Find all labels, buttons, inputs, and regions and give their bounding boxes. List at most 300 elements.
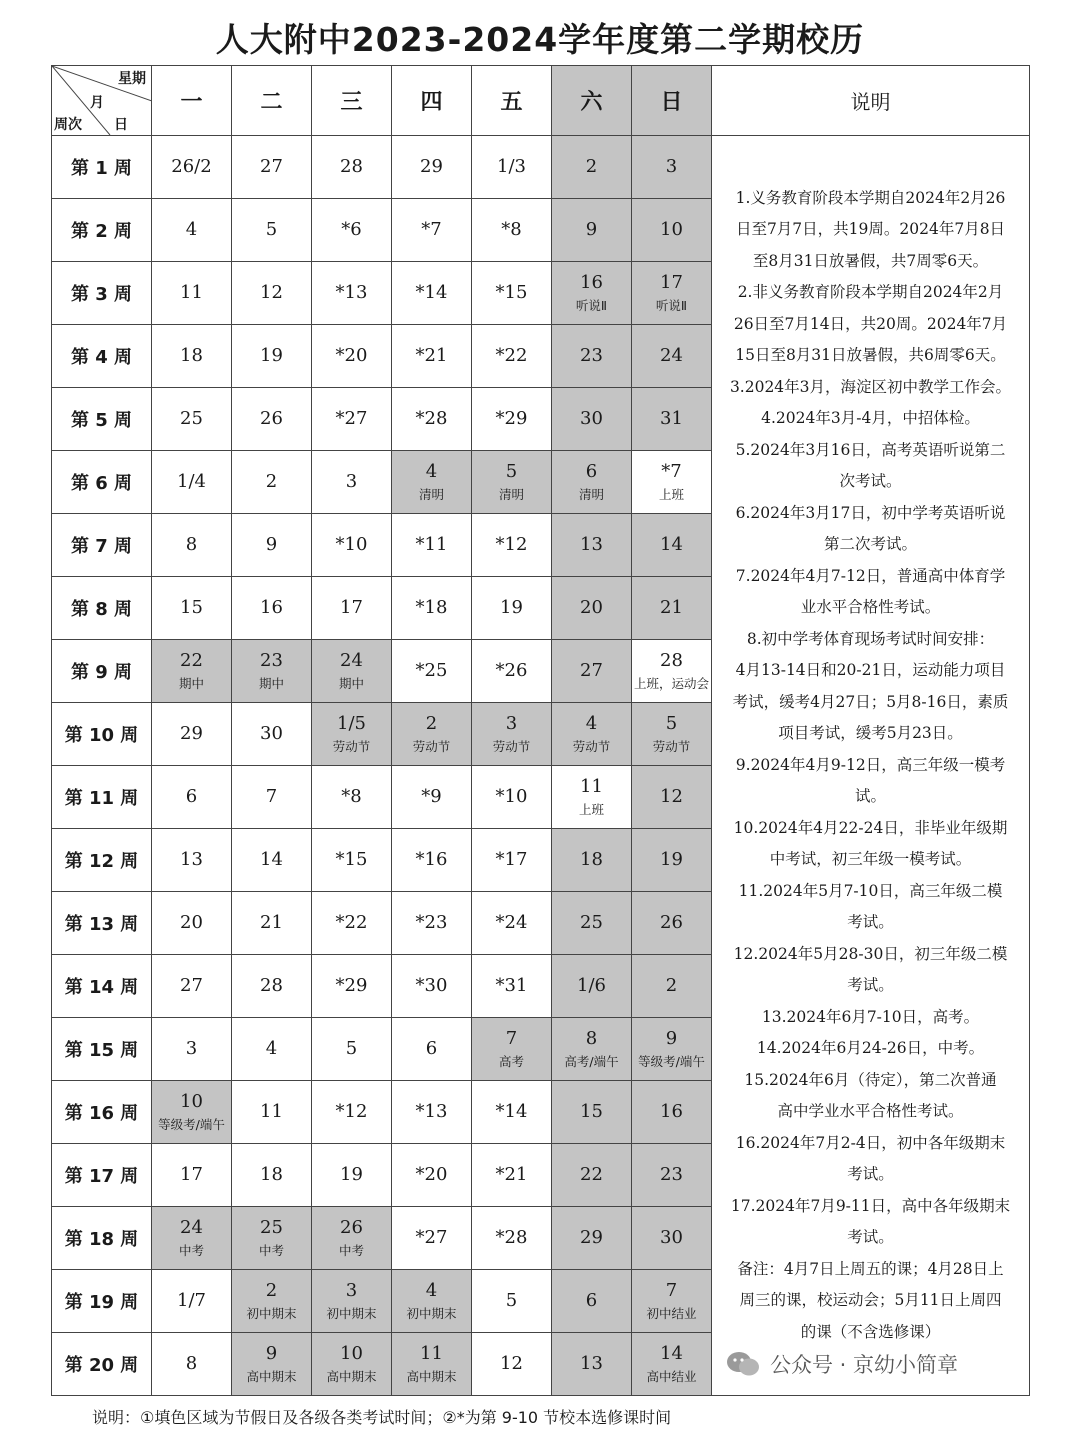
week-row xyxy=(52,136,1030,199)
day-number: 17 xyxy=(660,271,683,293)
day-number: 3 xyxy=(345,471,358,492)
day-number: 2 xyxy=(585,156,598,177)
day-number: 8 xyxy=(185,534,198,555)
day-cell xyxy=(472,640,552,703)
day-cell xyxy=(312,1081,392,1144)
day-cell xyxy=(392,703,472,766)
week-label: 第 4 周 xyxy=(52,325,152,388)
day-cell xyxy=(312,829,392,892)
day-number: *29 xyxy=(495,408,528,429)
note-line: 15日至8月31日放暑假，共6周零6天。 xyxy=(735,346,1006,365)
day-event-label: 劳动节 xyxy=(412,738,451,754)
day-number: 29 xyxy=(420,156,443,177)
day-cell xyxy=(472,199,552,262)
day-cell xyxy=(632,325,712,388)
day-cell xyxy=(232,703,312,766)
day-number: *7 xyxy=(421,219,442,240)
day-cell xyxy=(312,1144,392,1207)
day-number: 27 xyxy=(180,975,203,996)
day-cell xyxy=(312,766,392,829)
note-line: 7.2024年4月7-12日，普通高中体育学 xyxy=(735,566,1006,585)
day-cell xyxy=(232,1270,312,1333)
day-cell xyxy=(392,766,472,829)
day-number: 20 xyxy=(180,912,203,933)
week-label: 第 14 周 xyxy=(52,955,152,1018)
day-number: 28 xyxy=(260,975,283,996)
day-cell xyxy=(392,136,472,199)
day-cell xyxy=(392,1333,472,1396)
day-number: 22 xyxy=(180,649,203,671)
day-number: 1/5 xyxy=(337,712,366,734)
day-number: 21 xyxy=(260,912,283,933)
day-cell xyxy=(552,262,632,325)
note-line: 的课（不含选修课） xyxy=(800,1322,941,1341)
day-event-label: 高中期末 xyxy=(326,1368,377,1384)
day-cell xyxy=(152,1270,232,1333)
day-number: 4 xyxy=(425,1279,438,1301)
day-cell xyxy=(312,199,392,262)
day-event-label: 高考 xyxy=(498,1053,524,1069)
note-line: 高中学业水平合格性考试。 xyxy=(777,1102,964,1121)
day-number: 4 xyxy=(425,460,438,482)
day-number: 9 xyxy=(665,1027,678,1049)
day-number: *17 xyxy=(495,849,528,870)
day-number: 25 xyxy=(580,912,603,933)
day-cell xyxy=(232,1333,312,1396)
day-number: 5 xyxy=(345,1038,358,1059)
day-number: 6 xyxy=(185,786,198,807)
day-cell xyxy=(632,451,712,514)
day-number: 16 xyxy=(260,597,283,618)
day-cell xyxy=(392,955,472,1018)
day-cell xyxy=(312,1018,392,1081)
day-event-label: 清明 xyxy=(578,486,604,502)
day-number: 25 xyxy=(260,1216,283,1238)
day-number: 3 xyxy=(345,1279,358,1301)
day-number: 15 xyxy=(180,597,203,618)
day-cell xyxy=(552,1081,632,1144)
day-cell xyxy=(232,136,312,199)
note-line: 2.非义务教育阶段本学期自2024年2月 xyxy=(737,283,1004,302)
day-cell xyxy=(552,1270,632,1333)
note-line: 13.2024年6月7-10日，高考。 xyxy=(761,1007,980,1026)
day-cell xyxy=(392,388,472,451)
day-cell xyxy=(472,1018,552,1081)
day-number: 12 xyxy=(500,1353,523,1374)
day-cell xyxy=(152,451,232,514)
watermark xyxy=(726,1349,958,1379)
day-number: *24 xyxy=(495,912,528,933)
note-line: 次考试。 xyxy=(839,472,902,491)
day-header-sun: 日 xyxy=(632,66,712,136)
day-cell xyxy=(552,451,632,514)
day-number: 5 xyxy=(665,712,678,734)
day-number: *27 xyxy=(415,1227,448,1248)
day-number: 2 xyxy=(425,712,438,734)
day-cell xyxy=(152,1333,232,1396)
day-cell xyxy=(152,892,232,955)
note-line: 备注：4月7日上周五的课；4月28日上 xyxy=(737,1259,1004,1278)
page-title: 人大附中2023-2024学年度第二学期校历 xyxy=(215,20,865,59)
day-number: 9 xyxy=(265,534,278,555)
day-number: 30 xyxy=(660,1227,683,1248)
day-cell xyxy=(472,766,552,829)
week-label: 第 8 周 xyxy=(52,577,152,640)
day-cell xyxy=(472,136,552,199)
day-number: *28 xyxy=(495,1227,528,1248)
note-line: 16.2024年7月2-4日，初中各年级期末 xyxy=(735,1133,1006,1152)
day-number: 12 xyxy=(260,282,283,303)
week-label: 第 2 周 xyxy=(52,199,152,262)
day-cell xyxy=(152,1207,232,1270)
day-cell xyxy=(312,640,392,703)
day-cell xyxy=(632,1018,712,1081)
day-cell xyxy=(232,262,312,325)
note-line: 4月13-14日和20-21日，运动能力项目 xyxy=(735,661,1006,680)
day-number: 29 xyxy=(180,723,203,744)
day-number: *16 xyxy=(415,849,448,870)
day-cell xyxy=(312,1333,392,1396)
note-line: 5.2024年3月16日，高考英语听说第二 xyxy=(735,440,1006,459)
day-event-label: 高中期末 xyxy=(406,1368,457,1384)
day-number: 30 xyxy=(260,723,283,744)
day-event-label: 上班，运动会 xyxy=(633,675,709,691)
watermark-text: 公众号 · 京幼小简章 xyxy=(770,1353,959,1377)
day-header-sat: 六 xyxy=(552,66,632,136)
day-number: 14 xyxy=(660,1342,683,1364)
day-cell xyxy=(232,514,312,577)
day-cell xyxy=(392,1270,472,1333)
day-cell xyxy=(632,388,712,451)
day-number: *6 xyxy=(341,219,362,240)
day-number: *23 xyxy=(415,912,448,933)
day-event-label: 初中期末 xyxy=(246,1305,297,1321)
day-number: *27 xyxy=(335,408,368,429)
day-cell xyxy=(552,514,632,577)
day-cell xyxy=(632,1270,712,1333)
day-number: 11 xyxy=(180,282,203,303)
day-cell xyxy=(552,325,632,388)
week-label: 第 18 周 xyxy=(52,1207,152,1270)
note-line: 业水平合格性考试。 xyxy=(800,598,941,617)
note-line: 考试。 xyxy=(847,913,894,932)
note-line: 第二次考试。 xyxy=(823,535,917,554)
day-cell xyxy=(312,703,392,766)
day-number: 3 xyxy=(505,712,518,734)
day-number: 1/4 xyxy=(177,471,206,492)
day-number: 6 xyxy=(425,1038,438,1059)
day-number: 18 xyxy=(260,1164,283,1185)
corner-day-label: 日 xyxy=(114,117,128,133)
day-cell xyxy=(632,892,712,955)
day-number: 11 xyxy=(260,1101,283,1122)
wechat-icon xyxy=(726,1350,760,1378)
day-cell xyxy=(312,1207,392,1270)
note-line: 14.2024年6月24-26日，中考。 xyxy=(756,1039,985,1058)
day-event-label: 中考 xyxy=(258,1242,284,1258)
day-number: 2 xyxy=(265,471,278,492)
note-line: 1.义务教育阶段本学期自2024年2月26 xyxy=(735,188,1006,207)
day-number: *10 xyxy=(335,534,368,555)
calendar-table xyxy=(51,65,1030,1396)
week-label: 第 5 周 xyxy=(52,388,152,451)
day-cell xyxy=(472,703,552,766)
day-cell xyxy=(232,388,312,451)
day-number: 22 xyxy=(580,1164,603,1185)
day-event-label: 上班 xyxy=(658,486,684,502)
day-cell xyxy=(152,1018,232,1081)
day-cell xyxy=(472,1333,552,1396)
day-number: *12 xyxy=(495,534,528,555)
week-label: 第 1 周 xyxy=(52,136,152,199)
day-number: 13 xyxy=(580,534,603,555)
day-cell xyxy=(632,1081,712,1144)
day-number: 28 xyxy=(340,156,363,177)
day-cell xyxy=(632,1207,712,1270)
day-cell xyxy=(472,577,552,640)
note-line: 15.2024年6月（待定），第二次普通 xyxy=(744,1070,997,1089)
day-cell xyxy=(392,640,472,703)
day-cell xyxy=(392,892,472,955)
day-cell xyxy=(152,136,232,199)
note-line: 项目考试，缓考5月23日。 xyxy=(778,724,963,743)
day-cell xyxy=(392,325,472,388)
day-cell xyxy=(152,955,232,1018)
note-line: 11.2024年5月7-10日，高三年级二模 xyxy=(738,881,1003,900)
note-line: 至8月31日放暑假，共7周零6天。 xyxy=(752,251,989,270)
notes-header: 说明 xyxy=(712,66,1030,136)
day-number: *21 xyxy=(415,345,448,366)
note-line: 17.2024年7月9-11日，高中各年级期末 xyxy=(730,1196,1011,1215)
day-number: 5 xyxy=(505,460,518,482)
day-number: 1/6 xyxy=(577,975,606,996)
day-cell xyxy=(632,1333,712,1396)
day-cell xyxy=(232,325,312,388)
day-cell xyxy=(472,262,552,325)
day-number: *12 xyxy=(335,1101,368,1122)
day-cell xyxy=(552,955,632,1018)
day-cell xyxy=(392,514,472,577)
day-cell xyxy=(152,1081,232,1144)
day-number: *8 xyxy=(341,786,362,807)
day-number: 4 xyxy=(585,712,598,734)
day-number: 26 xyxy=(260,408,283,429)
day-cell xyxy=(472,1270,552,1333)
day-cell xyxy=(552,136,632,199)
day-cell xyxy=(552,388,632,451)
day-number: 27 xyxy=(260,156,283,177)
day-number: 2 xyxy=(265,1279,278,1301)
day-cell xyxy=(632,199,712,262)
week-label: 第 7 周 xyxy=(52,514,152,577)
day-number: 5 xyxy=(265,219,278,240)
day-cell xyxy=(552,892,632,955)
day-number: 23 xyxy=(660,1164,683,1185)
day-header-tue: 二 xyxy=(232,66,312,136)
day-number: 10 xyxy=(180,1090,203,1112)
note-line: 8.初中学考体育现场考试时间安排： xyxy=(746,629,995,648)
day-number: 20 xyxy=(580,597,603,618)
day-event-label: 中考 xyxy=(178,1242,204,1258)
footer-legend: 说明：①填色区域为节假日及各级各类考试时间；②*为第 9-10 节校本选修课时间 xyxy=(92,1408,672,1427)
notes-list xyxy=(712,183,1029,1349)
day-cell xyxy=(232,1081,312,1144)
corner-week-label: 周次 xyxy=(54,117,82,133)
day-cell xyxy=(552,1333,632,1396)
day-cell xyxy=(472,892,552,955)
day-cell xyxy=(392,829,472,892)
week-label: 第 16 周 xyxy=(52,1081,152,1144)
day-cell xyxy=(472,955,552,1018)
day-number: 10 xyxy=(660,219,683,240)
day-event-label: 等级考/端午 xyxy=(638,1053,705,1069)
day-cell xyxy=(632,577,712,640)
day-cell xyxy=(552,829,632,892)
day-number: 9 xyxy=(585,219,598,240)
day-cell xyxy=(232,1207,312,1270)
day-event-label: 清明 xyxy=(498,486,524,502)
day-number: 28 xyxy=(660,649,683,671)
day-number: 13 xyxy=(580,1353,603,1374)
day-number: 8 xyxy=(185,1353,198,1374)
note-line: 中考试，初三年级一模考试。 xyxy=(769,850,972,869)
day-number: 27 xyxy=(580,660,603,681)
day-cell xyxy=(632,514,712,577)
note-line: 26日至7月14日，共20周。2024年7月 xyxy=(733,314,1008,333)
day-number: 10 xyxy=(340,1342,363,1364)
day-cell xyxy=(232,451,312,514)
day-cell xyxy=(312,955,392,1018)
day-event-label: 高考/端午 xyxy=(564,1053,619,1069)
note-line: 考试。 xyxy=(847,976,894,995)
day-number: 19 xyxy=(260,345,283,366)
note-line: 4.2024年3月-4月，中招体检。 xyxy=(761,409,980,428)
day-cell xyxy=(552,1018,632,1081)
day-number: *14 xyxy=(495,1101,528,1122)
day-number: 18 xyxy=(580,849,603,870)
day-number: 1/3 xyxy=(497,156,526,177)
day-number: 6 xyxy=(585,1290,598,1311)
day-number: *15 xyxy=(335,849,368,870)
week-label: 第 11 周 xyxy=(52,766,152,829)
day-event-label: 初中结业 xyxy=(646,1305,697,1321)
day-cell xyxy=(472,1081,552,1144)
day-number: 19 xyxy=(500,597,523,618)
day-cell xyxy=(632,766,712,829)
week-label: 第 10 周 xyxy=(52,703,152,766)
day-number: 7 xyxy=(265,786,278,807)
day-cell xyxy=(472,514,552,577)
day-cell xyxy=(472,451,552,514)
day-number: *7 xyxy=(661,460,682,482)
day-header-mon: 一 xyxy=(152,66,232,136)
day-cell xyxy=(312,451,392,514)
day-number: 7 xyxy=(665,1279,678,1301)
day-cell xyxy=(232,640,312,703)
day-event-label: 初中期末 xyxy=(406,1305,457,1321)
day-number: 2 xyxy=(665,975,678,996)
header-row xyxy=(52,66,1030,136)
day-cell xyxy=(312,262,392,325)
day-number: *28 xyxy=(415,408,448,429)
day-cell xyxy=(632,262,712,325)
day-cell xyxy=(232,766,312,829)
day-number: 26 xyxy=(340,1216,363,1238)
day-number: 23 xyxy=(260,649,283,671)
day-cell xyxy=(312,577,392,640)
day-number: 24 xyxy=(340,649,363,671)
day-cell xyxy=(152,514,232,577)
day-cell xyxy=(312,136,392,199)
day-number: *25 xyxy=(415,660,448,681)
day-number: 4 xyxy=(265,1038,278,1059)
day-number: 17 xyxy=(340,597,363,618)
day-cell xyxy=(392,1081,472,1144)
day-number: *31 xyxy=(495,975,528,996)
note-line: 9.2024年4月9-12日，高三年级一模考 xyxy=(735,755,1006,774)
day-number: *22 xyxy=(495,345,528,366)
day-number: 29 xyxy=(580,1227,603,1248)
note-line: 日至7月7日，共19周。2024年7月8日 xyxy=(735,220,1006,239)
day-event-label: 劳动节 xyxy=(572,738,611,754)
day-number: *26 xyxy=(495,660,528,681)
day-cell xyxy=(232,1144,312,1207)
day-number: 6 xyxy=(585,460,598,482)
day-number: *13 xyxy=(335,282,368,303)
day-event-label: 初中期末 xyxy=(326,1305,377,1321)
week-label: 第 20 周 xyxy=(52,1333,152,1396)
day-cell xyxy=(552,199,632,262)
note-line: 6.2024年3月17日，初中学考英语听说 xyxy=(735,503,1006,522)
day-number: 15 xyxy=(580,1101,603,1122)
day-number: *30 xyxy=(415,975,448,996)
corner-weekday-label: 星期 xyxy=(118,71,146,87)
week-label: 第 9 周 xyxy=(52,640,152,703)
day-cell xyxy=(152,829,232,892)
day-number: 25 xyxy=(180,408,203,429)
day-event-label: 期中 xyxy=(338,675,364,691)
day-cell xyxy=(552,1144,632,1207)
day-event-label: 听说Ⅱ xyxy=(575,297,608,313)
day-cell xyxy=(312,1270,392,1333)
day-event-label: 高中结业 xyxy=(646,1368,697,1384)
day-number: 24 xyxy=(660,345,683,366)
day-number: 13 xyxy=(180,849,203,870)
day-number: *10 xyxy=(495,786,528,807)
day-number: *22 xyxy=(335,912,368,933)
day-event-label: 高中期末 xyxy=(246,1368,297,1384)
day-cell xyxy=(152,325,232,388)
day-cell xyxy=(392,451,472,514)
day-cell xyxy=(232,577,312,640)
day-event-label: 听说Ⅱ xyxy=(655,297,688,313)
day-cell xyxy=(232,955,312,1018)
day-cell xyxy=(152,388,232,451)
day-cell xyxy=(232,892,312,955)
day-header-wed: 三 xyxy=(312,66,392,136)
day-number: 11 xyxy=(420,1342,443,1364)
day-cell xyxy=(632,136,712,199)
corner-month-label: 月 xyxy=(90,95,104,111)
day-cell xyxy=(552,577,632,640)
day-number: 16 xyxy=(660,1101,683,1122)
day-cell xyxy=(312,514,392,577)
day-cell xyxy=(152,1144,232,1207)
week-label: 第 12 周 xyxy=(52,829,152,892)
day-cell xyxy=(152,640,232,703)
day-cell xyxy=(392,262,472,325)
day-cell xyxy=(232,1018,312,1081)
